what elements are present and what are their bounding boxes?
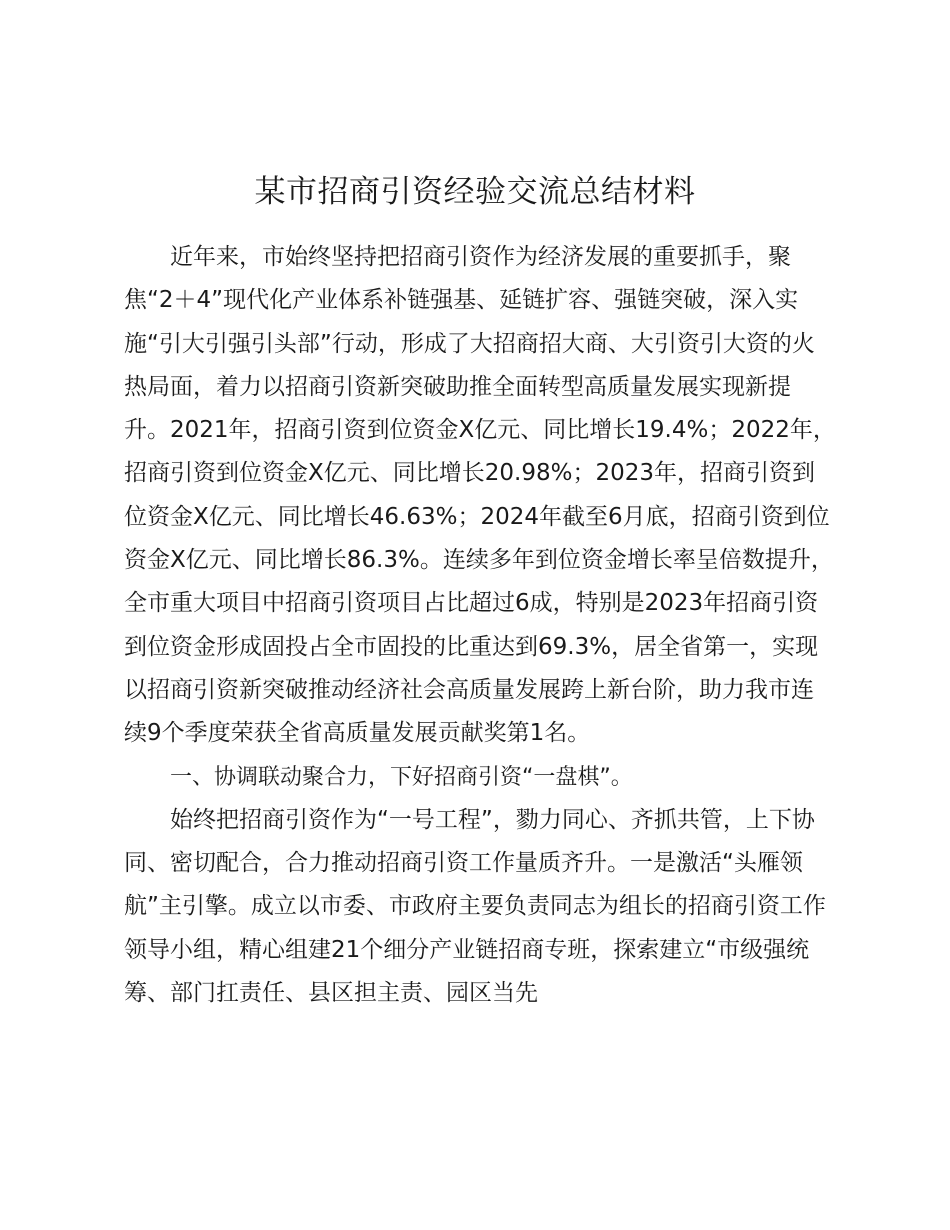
paragraph-section-1: 始终把招商引资作为“一号工程”，勠力同心、齐抓共管，上下协同、密切配合，合力推动招商引资工作量质齐升。一是激活“头雁领航”主引擎。成立以市委、市政府主要负责同志为组长的招商引资工作领导小组，精心组建21个细分产业链招商专班，探索建立“市级强统筹、部门扛责任、县区担主责、园区当先 <box>124 806 826 1007</box>
document-body <box>124 236 836 1015</box>
section-heading-1: 一、协调联动聚合力，下好招商引资“一盘棋”。 <box>170 764 633 790</box>
paragraph-intro: 近年来，市始终坚持把招商引资作为经济发展的重要抓手，聚焦“2＋4”现代化产业体系补链强基、延链扩容、强链突破，深入实施“引大引强引头部”行动，形成了大招商招大商、大引资引大资的火热局面，着力以招商引资新突破助推全面转型高质量发展实现新提升。2021年，招商引资到位资金X亿元、同比增长19.4%；2022年，招商引资到位资金X亿元、同比增长20.98%；2023年，招商引资到位资金X亿元、同比增长46.63%；2024年截至6月底，招商引资到位资金X亿元、同比增长86.3%。连续多年到位资金增长率呈倍数提升，全市重大项目中招商引资项目占比超过6成，特别是2023年招商引资到位资金形成固投占全市固投的比重达到69.3%，居全省第一，实现以招商引资新突破推动经济社会高质量发展跨上新台阶，助力我市连续9个季度荣获全省高质量发展贡献奖第1名。 <box>124 244 836 747</box>
document-title: 某市招商引资经验交流总结材料 <box>254 174 696 210</box>
